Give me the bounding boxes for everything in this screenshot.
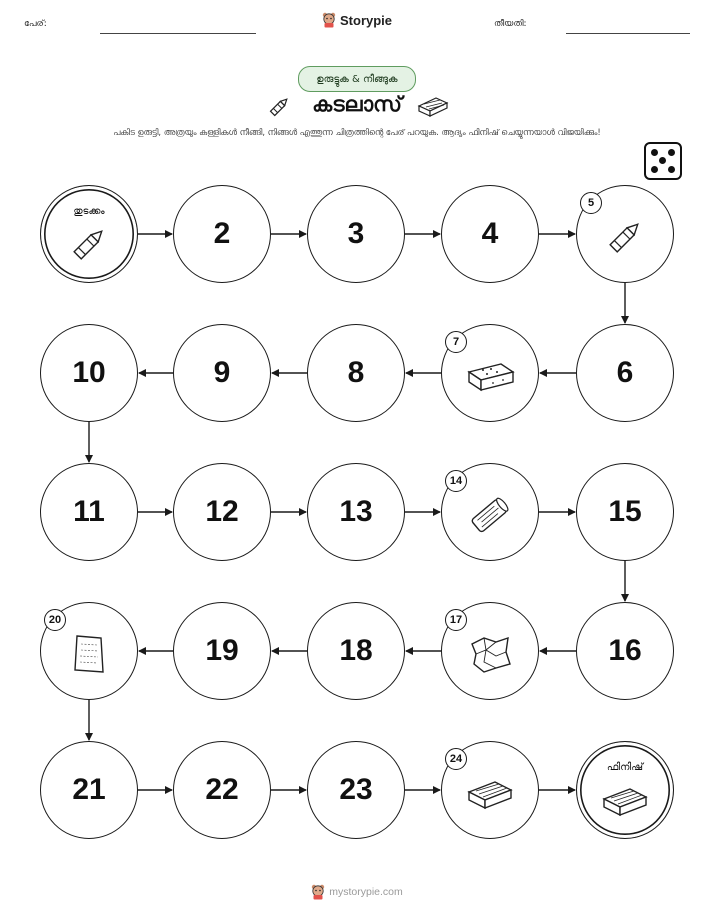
brand-name: Storypie bbox=[340, 12, 393, 28]
board-space bbox=[173, 185, 271, 283]
board-space bbox=[307, 185, 405, 283]
space-number: 23 bbox=[339, 773, 373, 806]
board-space bbox=[40, 741, 138, 839]
space-number: 22 bbox=[205, 773, 239, 806]
board-space bbox=[441, 185, 539, 283]
footer-url: mystorypie.com bbox=[329, 886, 403, 898]
space-number: 9 bbox=[213, 356, 231, 389]
instructions-text: പകിട ഉരുട്ടി, അത്രയും കള്ളികൾ നീങ്ങി, നിങ്ങൾ എത്തുന്ന ചിത്രത്തിന്റെ പേര് പറയുക. ആദ്യം ഫിനിഷ് ചെയ്യുന്നയാൾ വിജയിക്കും! bbox=[113, 127, 601, 137]
start-space bbox=[40, 185, 138, 283]
board-space bbox=[307, 741, 405, 839]
board-space bbox=[307, 324, 405, 422]
space-number: 8 bbox=[347, 356, 365, 389]
space-number: 6 bbox=[616, 356, 634, 389]
space-number: 3 bbox=[347, 217, 365, 250]
crayon-icon bbox=[67, 222, 111, 270]
board-space bbox=[173, 602, 271, 700]
wood-block-icon bbox=[600, 781, 650, 823]
space-number: 13 bbox=[339, 495, 373, 528]
space-number-badge: 17 bbox=[445, 609, 467, 631]
start-label: തുടക്കം bbox=[73, 206, 105, 217]
date-label: തീയതി: bbox=[494, 19, 527, 29]
finish-space bbox=[576, 741, 674, 839]
page-title: കടലാസ് bbox=[312, 92, 402, 116]
space-number: 11 bbox=[73, 495, 105, 528]
board-space bbox=[40, 463, 138, 561]
wood-log-icon bbox=[465, 490, 515, 544]
space-number-badge: 14 bbox=[445, 470, 467, 492]
name-label: പേര്: bbox=[24, 19, 47, 29]
board-space bbox=[173, 741, 271, 839]
finish-label: ഫിനിഷ് bbox=[606, 762, 644, 773]
board-space bbox=[173, 324, 271, 422]
space-number: 19 bbox=[205, 634, 239, 667]
space-number-badge: 24 bbox=[445, 748, 467, 770]
board-space bbox=[307, 602, 405, 700]
board-space bbox=[576, 324, 674, 422]
board-space bbox=[576, 602, 674, 700]
space-number-badge: 20 bbox=[44, 609, 66, 631]
space-number: 4 bbox=[481, 217, 499, 250]
bear-mascot-icon bbox=[311, 884, 325, 900]
board-space bbox=[40, 324, 138, 422]
sponge-icon bbox=[463, 356, 517, 400]
paper-sheet-icon bbox=[71, 632, 107, 680]
space-number: 10 bbox=[72, 356, 106, 389]
space-number: 15 bbox=[608, 495, 642, 528]
board-space bbox=[576, 463, 674, 561]
space-number-badge: 7 bbox=[445, 331, 467, 353]
footer bbox=[0, 884, 714, 900]
space-number: 18 bbox=[339, 634, 373, 667]
board-space bbox=[307, 463, 405, 561]
wood-block-icon bbox=[465, 774, 515, 816]
crumpled-paper-icon bbox=[466, 632, 514, 680]
space-number: 2 bbox=[213, 217, 231, 250]
space-number: 12 bbox=[205, 495, 239, 528]
activity-tag: ഉരുട്ടുക & നീങ്ങുക bbox=[298, 66, 416, 92]
space-number: 21 bbox=[72, 773, 106, 806]
board-space bbox=[173, 463, 271, 561]
space-number: 16 bbox=[608, 634, 642, 667]
crayon-icon bbox=[603, 215, 647, 263]
space-number-badge: 5 bbox=[580, 192, 602, 214]
